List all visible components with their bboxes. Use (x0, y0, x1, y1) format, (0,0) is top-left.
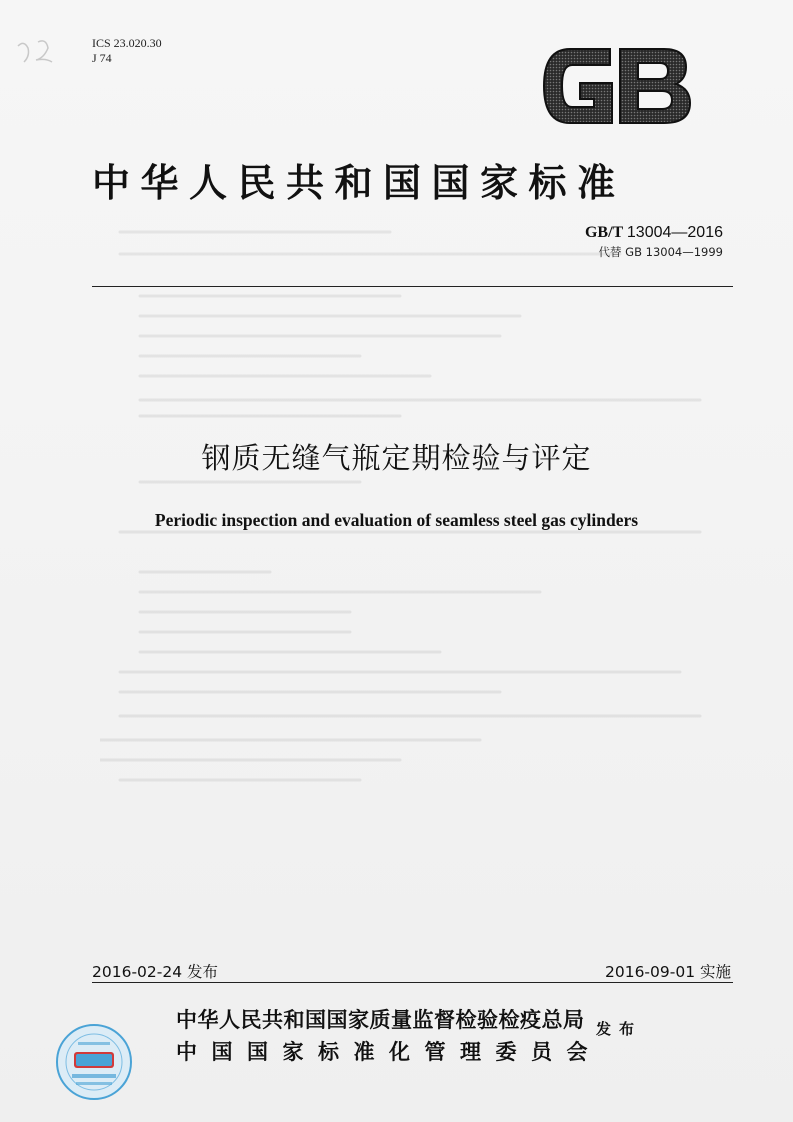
ics-code: ICS 23.020.30 (92, 36, 162, 50)
bottom-divider (92, 982, 733, 983)
publisher-line-1: 中华人民共和国国家质量监督检验检疫总局 (176, 1008, 585, 1032)
standard-number (585, 224, 723, 242)
standard-code: 13004—2016 (626, 224, 723, 241)
classification-codes (92, 36, 162, 66)
gb-logo (540, 45, 692, 127)
publisher-line-2: 中国国家标准化管理委员会 (176, 1040, 602, 1064)
replaces-standard: 代替 GB 13004—1999 (598, 245, 723, 259)
top-divider (92, 286, 733, 287)
english-title: Periodic inspection and evaluation of seamless steel gas cylinders (154, 510, 639, 530)
issue-date: 2016-02-24 发布 (92, 963, 219, 981)
publisher-block (176, 1004, 602, 1066)
pencil-mark (8, 36, 88, 76)
ccs-code: J 74 (92, 51, 112, 65)
publish-label: 发布 (596, 1020, 643, 1038)
standard-number-block (585, 224, 723, 260)
publisher-stamp (54, 1022, 134, 1102)
national-standard-title: 中华人民共和国国家标准 (92, 160, 626, 205)
chinese-title: 钢质无缝气瓶定期检验与评定 (201, 441, 592, 475)
implementation-date: 2016-09-01 实施 (604, 963, 731, 981)
standard-prefix: GB/T (584, 224, 623, 241)
